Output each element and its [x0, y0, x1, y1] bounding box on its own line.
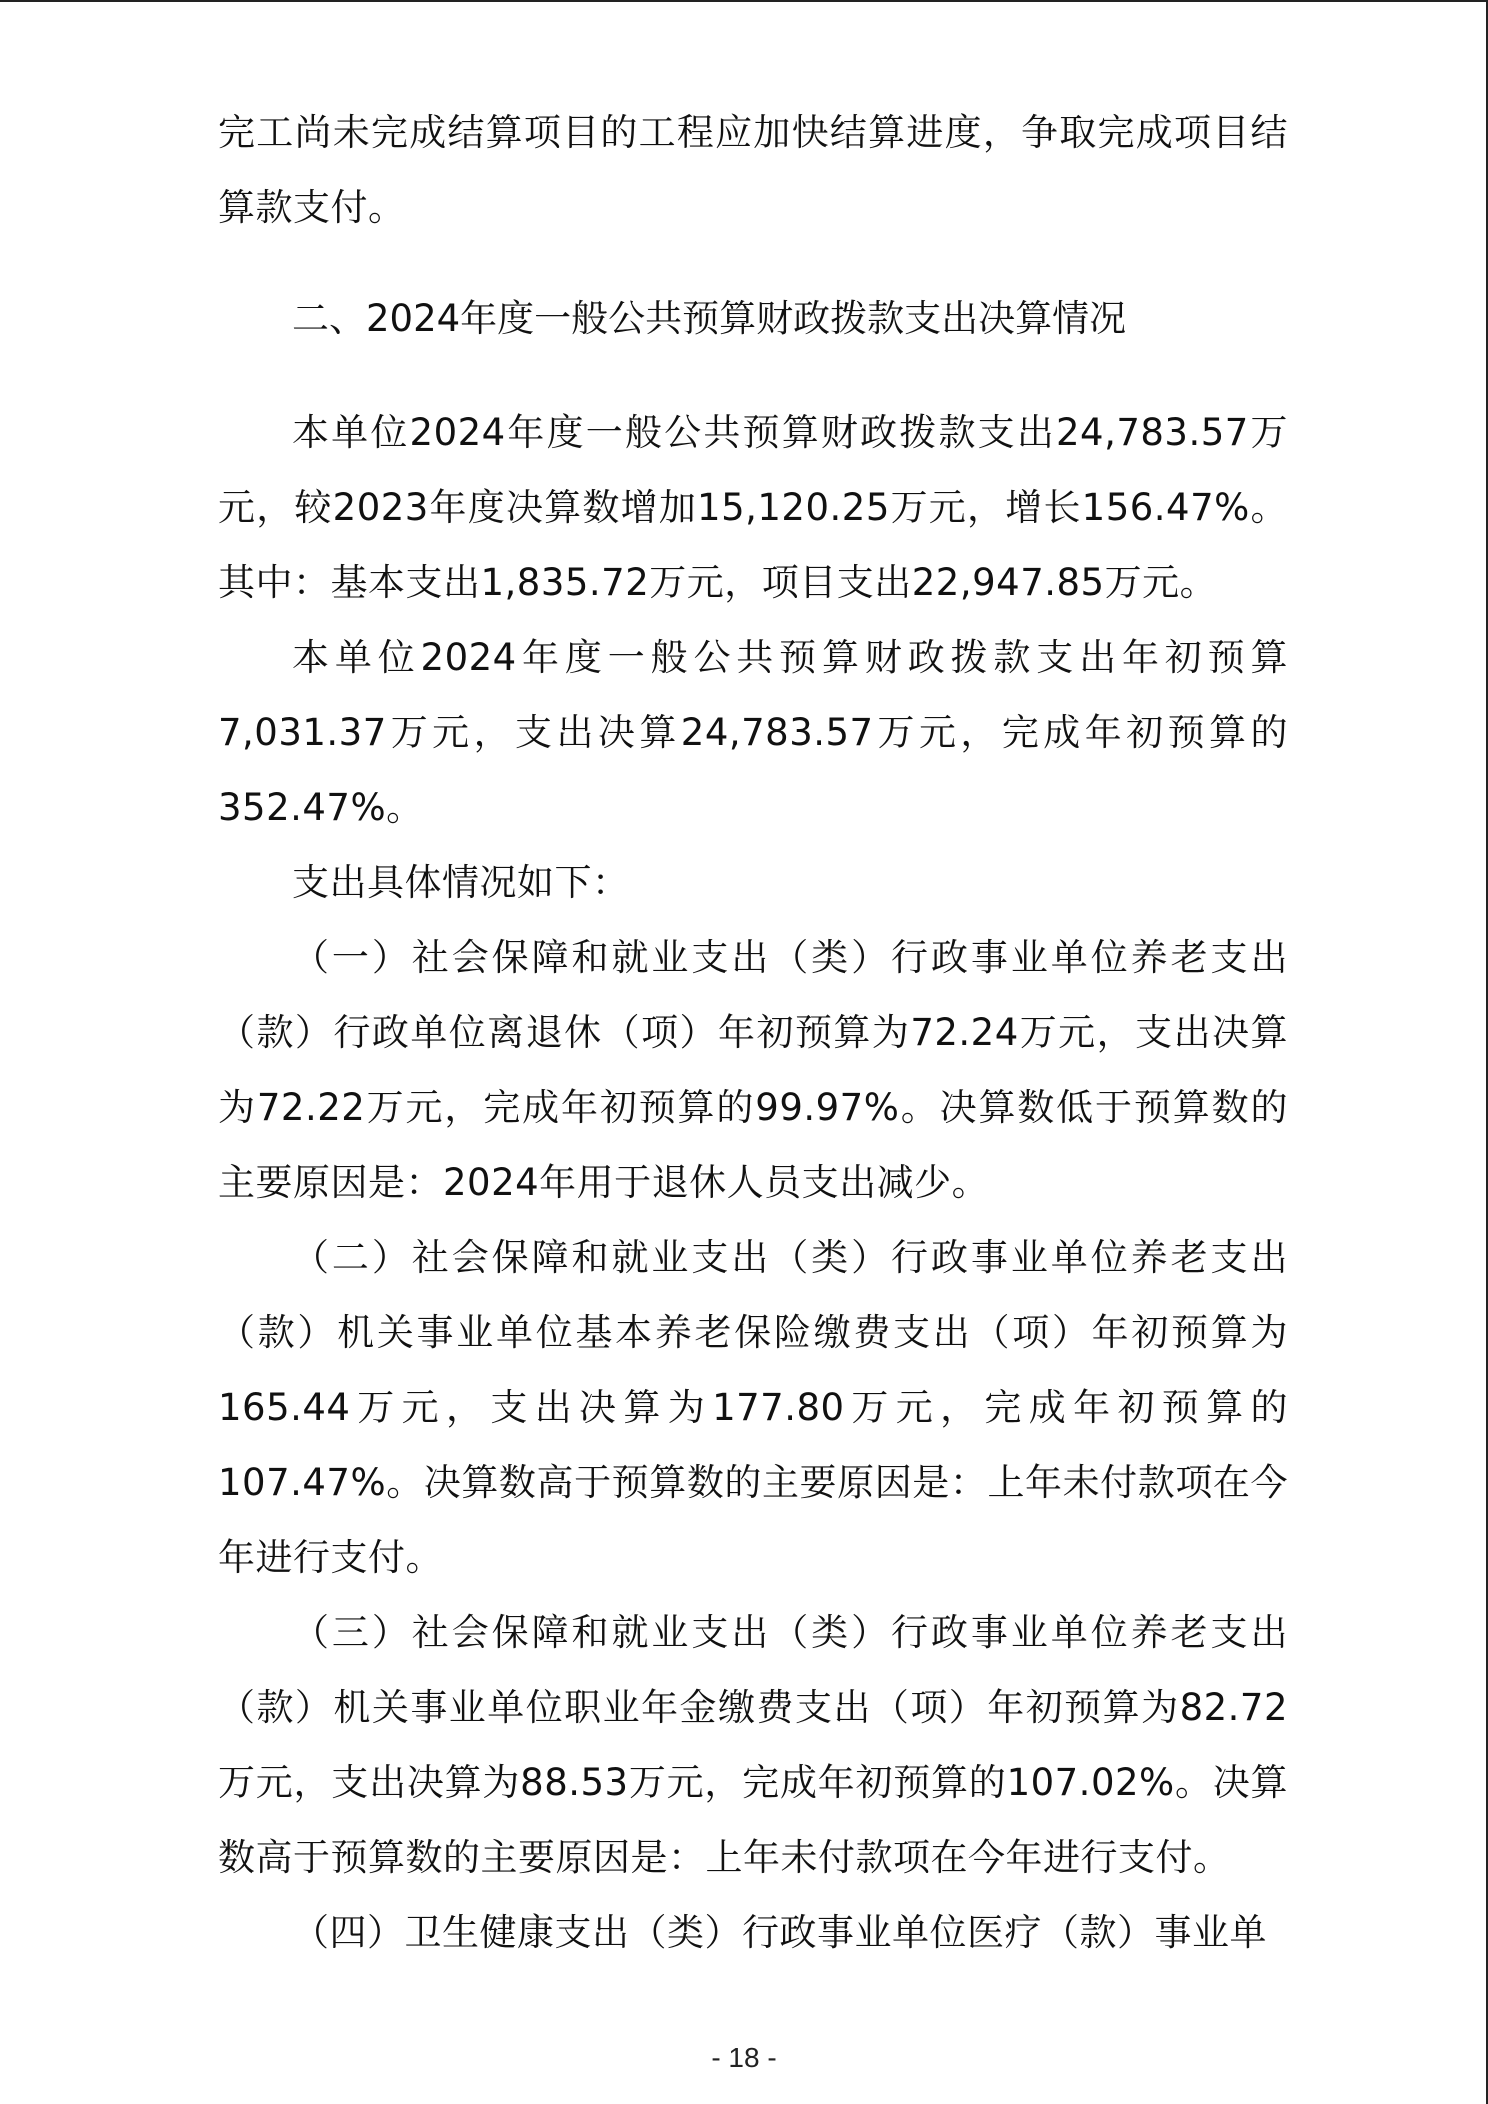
paragraph-details-intro: 支出具体情况如下：	[292, 861, 630, 904]
paragraph-item-2: （二）社会保障和就业支出（类）行政事业单位养老支出（款）机关事业单位基本养老保险缴费支出（项）年初预算为165.44万元，支出决算为177.80万元，完成年初预算的107.47%。决算数高于预算数的主要原因是：上年未付款项在今年进行支付。	[218, 1236, 1288, 1579]
page-number: - 18 -	[711, 2042, 777, 2073]
continuation-paragraph: 完工尚未完成结算项目的工程应加快结算进度，争取完成项目结算款支付。	[218, 111, 1288, 229]
paragraph-item-4: （四）卫生健康支出（类）行政事业单位医疗（款）事业单	[292, 1911, 1267, 1954]
section-heading: 二、2024年度一般公共预算财政拨款支出决算情况	[292, 297, 1127, 340]
paragraph-expenditure-summary: 本单位2024年度一般公共预算财政拨款支出24,783.57万元，较2023年度决算数增加15,120.25万元，增长156.47%。其中：基本支出1,835.72万元，项目支出22,947.85万元。	[218, 411, 1288, 604]
paragraph-item-3: （三）社会保障和就业支出（类）行政事业单位养老支出（款）机关事业单位职业年金缴费支出（项）年初预算为82.72万元，支出决算为88.53万元，完成年初预算的107.02%。决算数高于预算数的主要原因是：上年未付款项在今年进行支付。	[218, 1611, 1288, 1879]
paragraph-budget-completion: 本单位2024年度一般公共预算财政拨款支出年初预算7,031.37万元，支出决算24,783.57万元，完成年初预算的352.47%。	[218, 636, 1288, 829]
continuation-text-block	[218, 95, 1288, 245]
body-text-block	[218, 395, 1288, 1970]
paragraph-item-1: （一）社会保障和就业支出（类）行政事业单位养老支出（款）行政单位离退休（项）年初预算为72.24万元，支出决算为72.22万元，完成年初预算的99.97%。决算数低于预算数的主要原因是：2024年用于退休人员支出减少。	[218, 936, 1288, 1204]
